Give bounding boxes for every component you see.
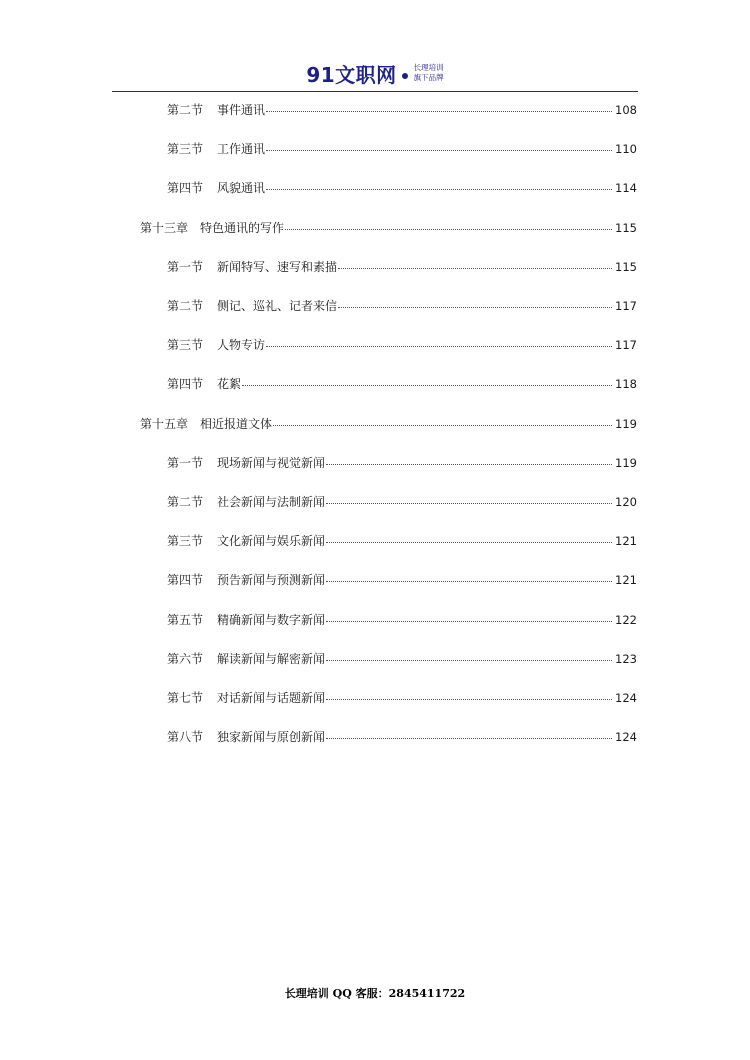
- toc-entry[interactable]: [167, 375, 637, 395]
- toc-entry-page: 124: [615, 730, 637, 745]
- logo-tagline-line-2: 旗下品牌: [413, 73, 444, 82]
- toc-entry-title: 精确新闻与数字新闻: [217, 612, 326, 627]
- toc-entry-page: 118: [615, 377, 637, 392]
- toc-entry[interactable]: [167, 297, 637, 317]
- toc-entry[interactable]: [167, 728, 637, 748]
- page-footer: 长理培训 QQ 客服：2845411722: [284, 987, 466, 1000]
- toc-entry-number: 第三节: [167, 338, 204, 353]
- toc-entry-title: 解读新闻与解密新闻: [217, 651, 326, 666]
- toc-entry-number: 第四节: [167, 573, 204, 588]
- toc-entry-page: 117: [615, 299, 637, 313]
- toc-entry-page: 121: [615, 573, 637, 588]
- toc-entry[interactable]: [140, 415, 637, 435]
- toc-entry-title: 文化新闻与娱乐新闻: [217, 534, 326, 549]
- toc-entry-number: 第三节: [167, 534, 204, 549]
- toc-entry[interactable]: [167, 532, 637, 552]
- toc-entry-page: 108: [615, 103, 637, 117]
- toc-entry[interactable]: [167, 650, 637, 670]
- toc-dot-leader: [266, 110, 612, 112]
- toc-entry-title: 社会新闻与法制新闻: [217, 495, 326, 509]
- site-logo: 91文职网: [306, 62, 397, 87]
- toc-dot-leader: [326, 620, 612, 622]
- toc-dot-leader: [326, 463, 612, 465]
- toc-entry-number: 第四节: [167, 181, 204, 196]
- toc-dot-leader: [285, 228, 612, 230]
- toc-entry-page: 120: [615, 495, 637, 509]
- toc-entry[interactable]: [167, 101, 637, 121]
- toc-entry-page: 122: [615, 612, 637, 627]
- toc-entry-title: 对话新闻与话题新闻: [217, 691, 326, 705]
- toc-entry-page: 121: [615, 534, 637, 549]
- toc-dot-leader: [326, 659, 612, 661]
- logo-tagline: [414, 63, 444, 83]
- toc-entry[interactable]: [167, 179, 637, 199]
- toc-dot-leader: [326, 580, 612, 582]
- toc-dot-leader: [242, 384, 612, 386]
- toc-dot-leader: [338, 306, 612, 308]
- toc-entry-number: 第十三章: [140, 220, 189, 235]
- toc-entry-number: 第四节: [167, 377, 204, 392]
- toc-entry-number: 第六节: [167, 651, 204, 666]
- toc-entry-page: 123: [615, 651, 637, 666]
- toc-entry[interactable]: [167, 258, 637, 278]
- toc-dot-leader: [338, 267, 612, 269]
- toc-entry-number: 第三节: [167, 142, 204, 157]
- toc-entry-page: 119: [615, 455, 637, 470]
- toc-entry-number: 第八节: [167, 730, 204, 745]
- toc-entry[interactable]: [167, 571, 637, 591]
- toc-entry-page: 115: [615, 220, 637, 235]
- toc-dot-leader: [266, 149, 612, 151]
- toc-entry-title: 独家新闻与原创新闻: [217, 730, 326, 745]
- logo-dot-icon: [402, 73, 408, 79]
- toc-entry-number: 第五节: [167, 612, 204, 627]
- toc-entry-page: 124: [615, 691, 637, 705]
- toc-dot-leader: [326, 541, 612, 543]
- toc-entry-title: 预告新闻与预测新闻: [217, 573, 326, 588]
- toc-entry-number: 第一节: [167, 259, 204, 274]
- toc-entry-title: 特色通讯的写作: [200, 220, 285, 235]
- toc-entry-title: 风貌通讯: [217, 181, 266, 196]
- toc-entry-title: 花絮: [217, 377, 242, 392]
- toc-entry-page: 114: [615, 181, 637, 196]
- toc-entry-number: 第二节: [167, 299, 204, 313]
- toc-dot-leader: [326, 502, 612, 504]
- toc-entry-title: 相近报道文体: [200, 416, 273, 431]
- toc-dot-leader: [273, 424, 612, 426]
- toc-entry[interactable]: [167, 493, 637, 513]
- toc-dot-leader: [326, 737, 612, 739]
- toc-entry[interactable]: [167, 611, 637, 631]
- toc-entry-page: 117: [615, 338, 637, 353]
- toc-entry-number: 第二节: [167, 495, 204, 509]
- toc-entry[interactable]: [167, 140, 637, 160]
- toc-entry-title: 侧记、巡礼、记者来信: [217, 299, 338, 313]
- toc-entry-page: 119: [615, 416, 637, 431]
- toc-entry-title: 事件通讯: [217, 103, 266, 117]
- toc-entry-title: 新闻特写、速写和素描: [217, 259, 338, 274]
- toc-entry-number: 第一节: [167, 455, 204, 470]
- header-divider: [112, 91, 638, 92]
- toc-entry[interactable]: [167, 454, 637, 474]
- page-header: [0, 58, 750, 88]
- toc-entry[interactable]: [167, 689, 637, 709]
- toc-entry-title: 工作通讯: [217, 142, 266, 157]
- toc-entry[interactable]: [140, 219, 637, 239]
- toc-dot-leader: [266, 188, 612, 190]
- logo-tagline-line-1: 长理培训: [413, 63, 444, 72]
- toc-entry-title: 现场新闻与视觉新闻: [217, 455, 326, 470]
- toc-entry[interactable]: [167, 336, 637, 356]
- toc-entry-number: 第十五章: [140, 416, 189, 431]
- toc-entry-title: 人物专访: [217, 338, 266, 353]
- toc-entry-page: 110: [615, 142, 637, 157]
- toc-entry-number: 第二节: [167, 103, 204, 117]
- toc-dot-leader: [326, 698, 612, 700]
- toc-entry-page: 115: [615, 259, 637, 274]
- toc-entry-number: 第七节: [167, 691, 204, 705]
- toc-dot-leader: [266, 345, 612, 347]
